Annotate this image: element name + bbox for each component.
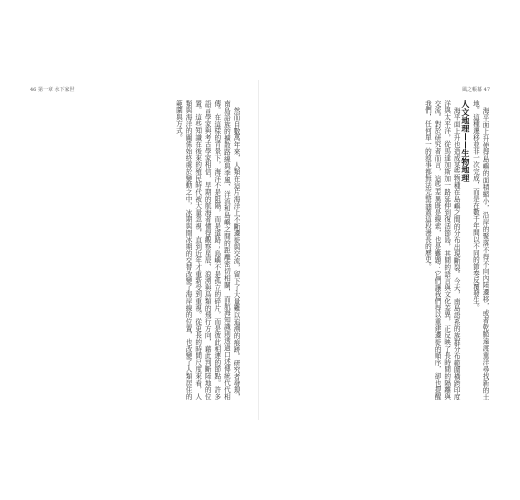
section-heading: 人文地理——生物地理 bbox=[460, 100, 471, 182]
left-paragraph: 然而自數萬年來，人類在這片海洋上不斷遷徙與交流，留下了大量難以追溯的痕跡。研究者發現，南島語族的擴散路線與季風、洋流和島嶼之間的距離密切相關，而航海知識則透過口述傳統代代相傳。在這樣的背景下，海洋不是阻隔，而是道路；島嶼不是孤立的碎片，而是彼此相連的節點。許多語言學家與考古學家相信，早期的航海者懂得觀察星辰、浪湧與鳥類的飛行方向，藉此判斷陸地的位置。這些知識在後來的殖民時代被大量忽視，直到近年才重新受到重視。從更長的時間尺度來看，人類與海洋的關係始終處於變動之中，冰期與間冰期的交替改變了海岸線的位置，也改變了人類居住的範圍與方式。 bbox=[174, 100, 240, 400]
page-gutter bbox=[258, 80, 259, 420]
right-intro-paragraph: 海平面上升使得島嶼的面積縮小，沿岸的聚落不得不向內陸遷移，或者乾脆遠渡重洋尋找新的土地。這種遷移並非一次完成，而是在數千年間以不同的節奏反覆發生。 bbox=[471, 100, 489, 400]
right-paragraph: 海平面上升也造成某些物種在島嶼之間的分布出現斷裂。今天，南島語系的族群分布範圍橫跨印度洋與太平洋，從馬達加斯加一路延伸到復活節島，其間的語言與文化差異，正反映了長時間的隔離與交流。對於研究者而言，這些差異既是線索，也是難題：它們讓我們得以重建遷徙的順序，卻也提醒我們，任何單一的敘事都無法完整涵蓋這段漫長的歷史。 bbox=[423, 100, 461, 400]
right-page-body bbox=[279, 100, 489, 400]
right-running-head: 風之帳幕 47 bbox=[462, 87, 490, 93]
left-running-head: 46 第一章 水下家世 bbox=[30, 87, 75, 93]
left-page-body bbox=[30, 100, 240, 400]
